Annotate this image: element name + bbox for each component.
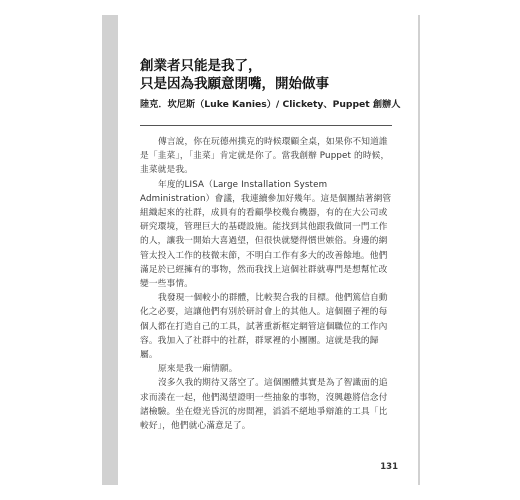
paragraph: 傳言說，你在玩德州撲克的時候環顧全桌，如果你不知道誰是「韭菜」，「韭菜」肯定就是你了。當我創辦 Puppet 的時候，韭菜就是我。 <box>140 137 390 176</box>
title-line: 只是因為我願意閉嘴，開始做事 <box>140 76 329 92</box>
paragraph: 年度的LISA（Large Installation System Administration）會議，我連續參加好幾年。這是個團結著網管組織起來的社群，成員有的看顧學校幾台機器，有的在大公司或研究環境，管理巨大的基礎設施。能找到其他跟我做同一門工作的人，讓我一開始大喜過望，但很快就變得慣世嫉俗。身邊的網管太投入工作的枝微末節，不明白工作有多大的改善餘地。他們滿足於已經擁有的事物，然而我找上這個社群就專門是想幫忙改變一些事情。 <box>140 179 392 290</box>
page-number: 131 <box>380 462 398 472</box>
author-line: 陸克．坎尼斯（Luke Kanies）/ Clickety、Puppet 創辦人 <box>140 99 401 110</box>
paragraph: 原來是我一廂情願。 <box>158 364 238 375</box>
body-text <box>140 135 392 433</box>
chapter-title <box>140 57 329 93</box>
paragraph: 我發現一個較小的群體，比較契合我的目標。他們篤信自動化之必要，這讓他們有別於研討會上的其他人。這個圈子裡的每個人都在打造自己的工具，試著重新框定網管這個職位的工作內容。我加入了社群中的社群，群眾裡的小團團。這就是我的歸屬。 <box>140 293 388 361</box>
divider <box>140 125 392 126</box>
paragraph: 沒多久我的期待又落空了。這個團體其實是為了智識面的追求而湊在一起，他們渴望證明一些抽象的事物，沒興趣將信念付諸檢驗。坐在燈光昏沉的房間裡，滔滔不絕地爭辯誰的工具「比較好」，他們就心滿意足了。 <box>140 378 388 432</box>
title-line: 創業者只能是我了， <box>140 58 262 74</box>
